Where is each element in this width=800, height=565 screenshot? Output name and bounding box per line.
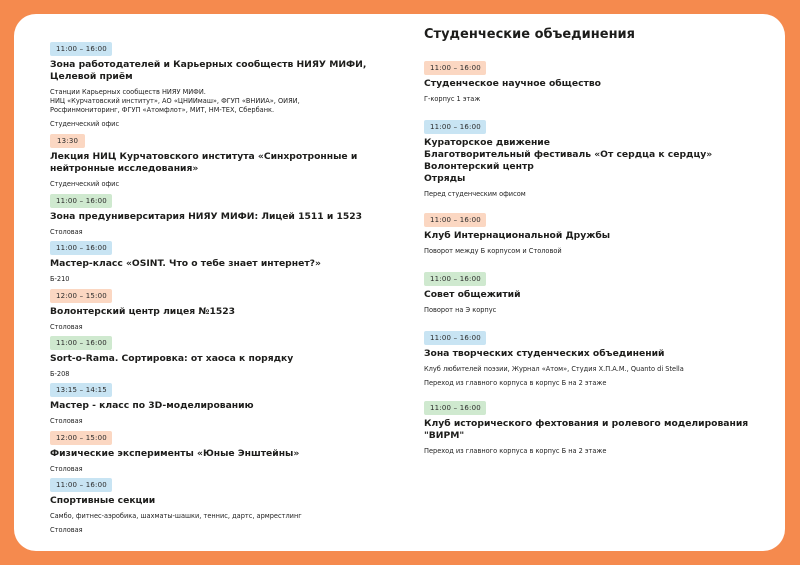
event-location: Переход из главного корпуса в корпус Б на 2 этаже	[424, 447, 607, 455]
schedule-entry	[424, 266, 774, 315]
event-description: Клуб любителей поэзии, Журнал «Атом», Студия Х.П.А.М., Quanto di Stella	[424, 365, 684, 373]
event-title: Кураторское движение Благотворительный фестиваль «От сердца к сердцу» Волонтерский центр Отряды	[424, 137, 713, 184]
time-badge: 13:30	[50, 134, 85, 148]
schedule-entry	[424, 114, 774, 199]
event-location: Столовая	[50, 323, 83, 331]
time-badge: 11:00 – 16:00	[50, 194, 112, 208]
schedule-entry	[50, 472, 410, 535]
time-badge: 12:00 – 15:00	[50, 431, 112, 445]
event-title: Зона творческих студенческих объединений	[424, 348, 665, 359]
event-title: Лекция НИЦ Курчатовского института «Синхротронные и нейтронные исследования»	[50, 151, 358, 174]
event-location: Переход из главного корпуса в корпус Б на 2 этаже	[424, 379, 607, 387]
event-title: Совет общежитий	[424, 289, 521, 300]
event-title: Мастер-класс «OSINT. Что о тебе знает интернет?»	[50, 258, 321, 269]
event-description: Самбо, фитнес-аэробика, шахматы-шашки, теннис, дартс, армрестлинг	[50, 512, 302, 520]
time-badge: 11:00 – 16:00	[424, 331, 486, 345]
event-title: Sort-o-Rama. Сортировка: от хаоса к порядку	[50, 353, 294, 364]
event-location: Перед студенческим офисом	[424, 190, 526, 198]
schedule-entry	[424, 325, 774, 388]
schedule-entry	[424, 207, 774, 256]
schedule-entry	[50, 36, 410, 129]
event-location: Столовая	[50, 465, 83, 473]
schedule-entry	[50, 377, 410, 426]
time-badge: 11:00 – 16:00	[424, 401, 486, 415]
event-location: Г-корпус 1 этаж	[424, 95, 481, 103]
event-location: Столовая	[50, 526, 83, 534]
event-title: Зона работодателей и Карьерных сообществ НИЯУ МИФИ, Целевой приём	[50, 59, 367, 82]
event-title: Волонтерский центр лицея №1523	[50, 306, 236, 317]
schedule-entry	[50, 330, 410, 379]
schedule-entry	[50, 425, 410, 474]
schedule-entry	[50, 128, 410, 189]
event-location: Поворот на Э корпус	[424, 306, 497, 314]
schedule-entry	[424, 55, 774, 104]
time-badge: 11:00 – 16:00	[424, 61, 486, 75]
event-description: Станции Карьерных сообществ НИЯУ МИФИ. НИЦ «Курчатовский институт», АО «ЦНИИмаш», ФГУП «ВНИИА», ОИЯИ, Росфинмониторинг, ФГУП «Атомфлот», МИТ, НМ-ТЕХ, Сбербанк.	[50, 88, 300, 114]
time-badge: 11:00 – 16:00	[50, 42, 112, 56]
time-badge: 11:00 – 16:00	[424, 213, 486, 227]
event-title: Зона предуниверситария НИЯУ МИФИ: Лицей 1511 и 1523	[50, 211, 363, 222]
time-badge: 11:00 – 16:00	[424, 272, 486, 286]
event-title: Клуб Интернациональной Дружбы	[424, 230, 611, 241]
event-location: Студенческий офис	[50, 180, 120, 188]
event-title: Мастер - класс по 3D-моделированию	[50, 400, 254, 411]
time-badge: 11:00 – 16:00	[424, 120, 486, 134]
time-badge: 13:15 – 14:15	[50, 383, 112, 397]
section-heading: Студенческие объединения	[424, 27, 636, 42]
event-title: Спортивные секции	[50, 495, 156, 506]
event-location: Поворот между Б корпусом и Столовой	[424, 247, 562, 255]
schedule-entry	[50, 188, 410, 237]
event-title: Физические эксперименты «Юные Энштейны»	[50, 448, 300, 459]
schedule-entry	[50, 283, 410, 332]
event-location: Студенческий офис	[50, 120, 120, 128]
event-location: Б-210	[50, 275, 70, 283]
schedule-entry	[424, 395, 774, 456]
event-title: Студенческое научное общество	[424, 78, 601, 89]
event-title: Клуб исторического фехтования и ролевого моделирования "ВИРМ"	[424, 418, 749, 441]
schedule-entry	[50, 235, 410, 284]
time-badge: 12:00 – 15:00	[50, 289, 112, 303]
event-location: Столовая	[50, 228, 83, 236]
event-location: Столовая	[50, 417, 83, 425]
time-badge: 11:00 – 16:00	[50, 241, 112, 255]
time-badge: 11:00 – 16:00	[50, 336, 112, 350]
time-badge: 11:00 – 16:00	[50, 478, 112, 492]
schedule-sheet	[14, 14, 785, 551]
event-location: Б-208	[50, 370, 70, 378]
